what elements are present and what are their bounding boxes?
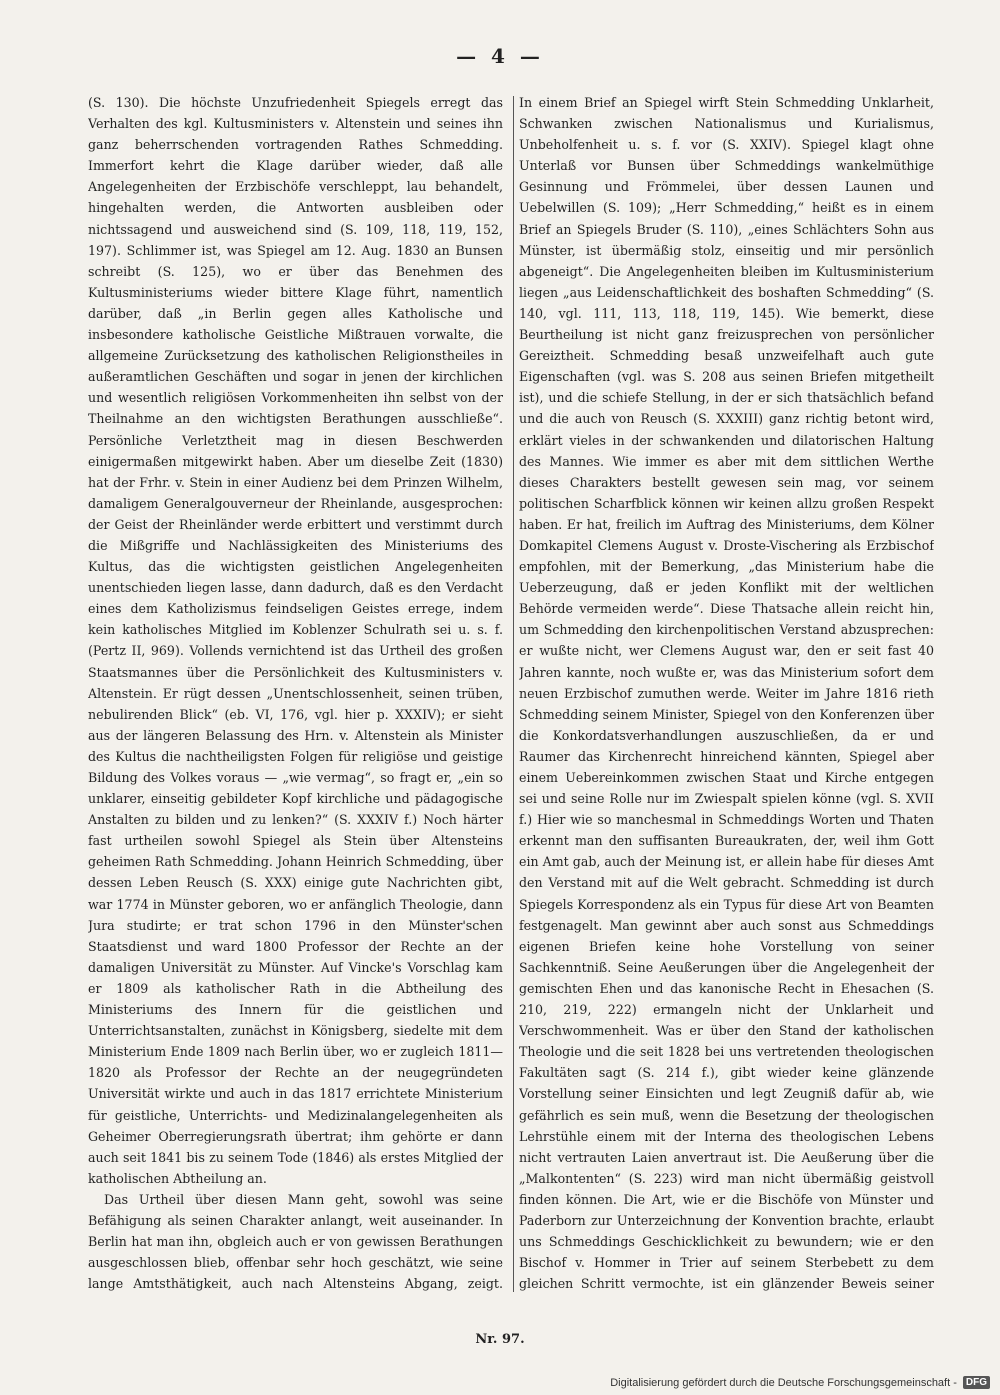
text-columns [88,92,934,1297]
paragraph: (S. 130). Die höchste Unzufriedenheit Spiegels erregt das Verhalten des kgl. Kultusministers v. Altenstein und seines ihn ganz beherrschenden vortragenden Rathes Schmedding. Immerfort kehrt die Klage darüber wieder, daß alle Angelegenheiten der Erzbischöfe verschleppt, lau behandelt, hingehalten werden, die Antworten ausbleiben oder nichtssagend und ausweichend sind (S. 109, 118, 119, 152, 197). Schlimmer ist, was Spiegel am 12. Aug. 1830 an Bunsen schreibt (S. 125), wo er über das Benehmen des Kultusministeriums wieder bittere Klage führt, namentlich darüber, daß „in Berlin gegen alles Katholische und insbesondere katholische Geistliche Mißtrauen vorwalte, die allgemeine Zurücksetzung des katholischen Religionstheiles in außeramtlichen Geschäften und sogar in jenen der kirchlichen und wesentlich religiösen Vorkommenheiten ihn selbst von der Theilnahme an den wichtigsten Berathungen ausschließe“. Persönliche Verletztheit mag in diesen Beschwerden einigermaßen mitgewirkt haben. Aber um dieselbe Zeit (1830) hat der Frhr. v. Stein in einer Audienz bei dem Prinzen Wilhelm, damaligem Generalgouverneur der Rheinlande, ausgesprochen: der Geist der Rheinländer werde erbittert und verstimmt durch die Mißgriffe und Nachlässigkeiten des Ministeriums des Kultus, das die wichtigsten geistlichen Angelegenheiten unentschieden liegen lasse, dann dadurch, daß es den Verdacht eines dem Katholizismus feindseligen Geistes errege, indem kein katholisches Mitglied im Koblenzer Schulrath sei u. s. f. (Pertz II, 969). Vollends vernichtend ist das Urtheil des großen Staatsmannes über die Persönlichkeit des Kultusministers v. Altenstein. Er rügt dessen „Unentschlossenheit, seinen trüben, nebulirenden Blick“ (eb. VI, 176, vgl. hier p. XXXIV); er sieht aus der längeren Belassung des Hrn. v. Altenstein als Minister des Kultus die nachtheiligsten Folgen für religiöse und geistige Bildung des Volkes voraus — „wie vermag“, so fragt er, „ein so unklarer, einseitig gebildeter Kopf kirchliche und pädagogische Anstalten zu bilden und zu lenken?“ (S. XXXIV f.) Noch härter fast urtheilen sowohl Spiegel als Stein über Altensteins geheimen Rath Schmedding. Johann Heinrich Schmedding, über dessen Leben Reusch (S. XXX) einige gute Nachrichten gibt, war 1774 in Münster geboren, wo er anfänglich Theologie, dann Jura studirte; er trat schon 1796 in den Münster'schen Staatsdienst und ward 1800 Professor der Rechte an der damaligen Universität zu Münster. Auf Vincke's Vorschlag kam er 1809 als katholischer Rath in die Abtheilung des Ministeriums des Innern für die geistlichen und Unterrichtsanstalten, zunächst in Königsberg, siedelte mit dem Ministerium Ende 1809 nach Berlin über, wo er zugleich 1811—1820 als Professor der Rechte an der neugegründeten Universität wirkte und auch in das 1817 errichtete Ministerium für geistliche, Unterrichts- und Medizinalangelegenheiten als Geheimer Oberregierungsrath übertrat; ihm gehörte er dann auch seit 1841 bis zu seinem Tode (1846) als erstes Mitglied der katholischen Abtheilung an. [88,95,503,1186]
digitization-credit [610,1376,990,1389]
page-number: — 4 — [456,44,544,68]
left-column [88,92,503,1297]
paragraph: Das Urtheil über diesen Mann geht, sowohl was seine Befähigung als seinen Charakter anlangt, weit auseinander. In Berlin hat man ihn, obgleich auch er von gewissen Berathungen ausgeschlossen blieb, offenbar sehr hoch geschätzt, wie seine lange Amtsthätigkeit, auch nach Altensteins Abgang, zeigt. [88,1191,503,1292]
paragraph: In einem Brief an Spiegel wirft Stein Schmedding Unklarheit, Schwanken zwischen Nationalismus und Kurialismus, Unbeholfenheit u. s. f. vor (S. XXIV). Spiegel klagt ohne Unterlaß vor Bunsen über Schmeddings wankelmüthige Gesinnung und Frömmelei, über dessen Launen und Uebelwillen (S. 109); „Herr Schmedding,“ heißt es in einem Brief an Spiegels Bruder (S. 110), „eines Schlächters Sohn aus Münster, ist übermäßig stolz, einseitig und mir persönlich abgeneigt“. Die Angelegenheiten bleiben im Kultusministerium liegen „aus Leidenschaftlichkeit des boshaften Schmedding“ (S. 140, vgl. 111, 113, 118, 119, 145). Wie bemerkt, diese Beurtheilung ist nicht ganz freizusprechen von persönlicher Gereiztheit. Schmedding besaß unzweifelhaft auch gute Eigenschaften (vgl. was S. 208 aus seinen Briefen mitgetheilt ist), und die schiefe Stellung, in der er sich thatsächlich befand und die auch von Reusch (S. XXXIII) ganz richtig betont wird, erklärt vieles in der schwankenden und dilatorischen Haltung des Mannes. Wie immer es aber mit dem sittlichen Werthe dieses Charakters bestellt gewesen sein mag, vor seinem politischen Scharfblick können wir keinen allzu großen Respekt haben. Er hat, freilich im Auftrag des Ministeriums, dem Kölner Domkapitel Clemens August v. Droste-Vischering als Erzbischof empfohlen, mit der Bemerkung, „das Ministerium habe die Ueberzeugung, daß er jeden Konflikt mit der weltlichen Behörde vermeiden werde“. Diese Thatsache allein reicht hin, um Schmedding den kirchenpolitischen Verstand abzusprechen: er wußte nicht, wer Clemens August war, den er seit fast 40 Jahren kannte, noch wußte er, was das Ministerium sofort dem neuen Erzbischof zumuthen werde. Weiter im Jahre 1816 rieth Schmedding seinem Minister, Spiegel von den Konferenzen über die Konkordatsverhandlungen auszuschließen, da er und Raumer das Kirchenrecht hinreichend kännten, Spiegel aber einem Uebereinkommen zwischen Staat und Kirche entgegen sei und seine Rolle nur im Zwiespalt spielen könne (vgl. S. XVII f.) Hier wie so manchesmal in Schmeddings Worten und Thaten erkennt man den suffisanten Bureaukraten, der, weil ihm Gott ein Amt gab, auch der Meinung ist, er allein habe für dieses Amt den Verstand mit auf die Welt gebracht. Schmedding ist durch Spiegels Korrespondenz als ein Typus für diese Art von Beamten festgenagelt. Man gewinnt aber auch sonst aus Schmeddings eigenen Briefen keine hohe Vorstellung von seiner Sachkenntniß. Seine Aeußerungen über die Angelegenheit der gemischten Ehen und das kanonische Recht in Ehesachen (S. 210, 219, 222) ermangeln nicht der Unklarheit und Verschwommenheit. Was er über den Stand der katholischen Theologie und die seit 1828 bei uns vertretenden theologischen Fakultäten sagt (S. 214 f.), gibt wieder keine glänzende Vorstellung seiner Einsichten und legt Zeugniß dafür ab, wie gefährlich es sein muß, wenn die Besetzung der theologischen Lehrstühle einem mit der Interna des theologischen Lebens nicht vertrauten Laien anvertraut ist. Die Aeußerung über die „Malkontenten“ (S. 223) wird man nicht übermäßig geistvoll finden können. Die Art, wie er die Bischöfe von Münster und Paderborn zur Unterzeichnung der Konvention brachte, erlaubt uns Schmeddings Geschicklichkeit zu bewundern; wie er den Bischof v. Hommer in Trier auf seinem Sterbebett zu dem gleichen Schritt vermochte, ist ein glänzender Beweis seiner [519,95,934,1292]
dfg-logo: DFG [963,1376,990,1389]
signature-mark: Nr. 97. [475,1332,525,1347]
credit-text: Digitalisierung gefördert durch die Deutsche Forschungsgemeinschaft - [610,1376,957,1389]
right-column [519,92,934,1297]
